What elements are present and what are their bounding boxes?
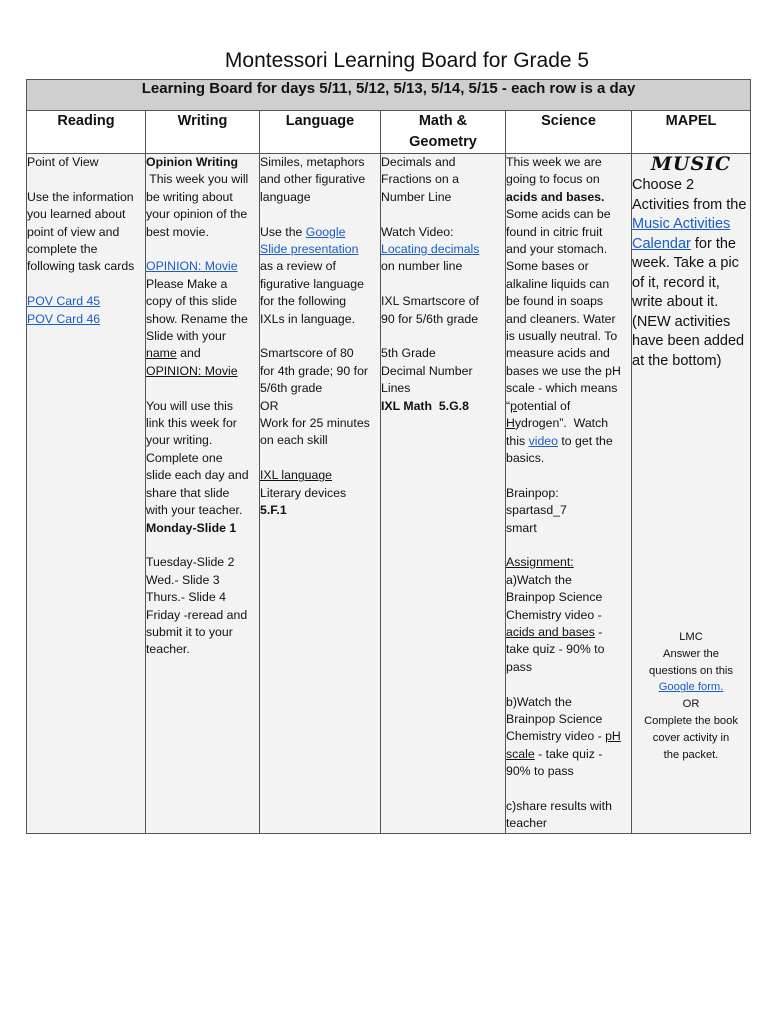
locating-decimals-link[interactable]: Locating decimals [381, 242, 480, 257]
ph-scale-link[interactable]: pH [605, 729, 621, 744]
board-banner: Learning Board for days 5/11, 5/12, 5/13, 5/14, 5/15 - each row is a day [27, 80, 751, 111]
google-slides-link[interactable]: Google [305, 224, 346, 239]
pov-card-46-link[interactable]: POV Card 46 [27, 311, 101, 326]
mapel-cell: MUSIC Choose 2 Activities from the Music Activities Calendar for the week. Take a pic of it, record it, write about it. (NEW activities have been added at the bottom) LMC Answer the questions on this Google form. OR Complete the book cover activity in the packet. [632, 154, 751, 834]
column-header-math: Math & Geometry [381, 111, 506, 154]
column-header-mapel: MAPEL [632, 111, 751, 154]
pov-card-45-link[interactable]: POV Card 45 [27, 294, 101, 309]
science-video-link[interactable]: video [528, 433, 558, 448]
opinion-movie-link[interactable]: OPINION: Movie [146, 259, 238, 274]
acids-and-bases-link[interactable]: acids and bases [506, 624, 595, 639]
page-title: Montessori Learning Board for Grade 5 [224, 49, 590, 72]
google-slides-link-2[interactable]: Slide presentation [260, 242, 359, 257]
lmc-section: LMC Answer the questions on this Google form. OR Complete the book cover activity in the packet. [632, 629, 750, 763]
music-activities-link[interactable]: Music Activities [632, 216, 731, 232]
column-header-science: Science [506, 111, 632, 154]
lmc-google-form-link[interactable]: Google form. [658, 681, 724, 694]
ph-scale-link-2[interactable]: scale [506, 746, 535, 761]
column-header-reading: Reading [27, 111, 146, 154]
math-cell: Decimals and Fractions on a Number Line Watch Video: Locating decimals on number line IXL Smartscore of 90 for 5/6th grade 5th Grade Decimal Number Lines IXL Math 5.G.8 [381, 154, 506, 834]
music-calendar-link[interactable]: Calendar [632, 235, 691, 252]
writing-cell: Opinion Writing This week you will be writing about your opinion of the best movie. OPINION: Movie Please Make a copy of this slide show. Rename the Slide with your name and OPINION: Movie You will use this link this week for your writing. Complete one slide each day and share that slide with your teacher. Monday-Slide 1 Tuesday-Slide 2 Wed.- Slide 3 Thurs.- Slide 4 Friday -reread and submit it to your teacher. [146, 154, 260, 834]
column-header-language: Language [260, 111, 381, 154]
ixl-language-link[interactable]: IXL language [260, 468, 333, 483]
column-header-writing: Writing [146, 111, 260, 154]
learning-board-table [26, 79, 751, 834]
reading-cell: Point of View Use the information you learned about point of view and complete the following task cards POV Card 45 POV Card 46 [27, 154, 146, 834]
science-cell: This week we are going to focus on acids and bases. Some acids can be found in citric fruit and your stomach. Some bases or alkaline liquids can be found in soaps and cleaners. Water is usually neutral. To measure acids and bases we use the pH scale - which means “potential of Hydrogen”. Watch this video to get the basics. Brainpop: spartasd_7 smart Assignment: a)Watch the Brainpop Science Chemistry video - acids and bases - take quiz - 90% to pass b)Watch the Brainpop Science Chemistry video - pH scale - take quiz - 90% to pass c)share results with teacher [506, 154, 632, 834]
music-heading: MUSIC [650, 153, 732, 175]
language-cell: Similes, metaphors and other figurative language Use the Google Slide presentation as a review of figurative language for the following IXLs in language. Smartscore of 80 for 4th grade; 90 for 5/6th grade OR Work for 25 minutes on each skill IXL language Literary devices 5.F.1 [260, 154, 381, 834]
